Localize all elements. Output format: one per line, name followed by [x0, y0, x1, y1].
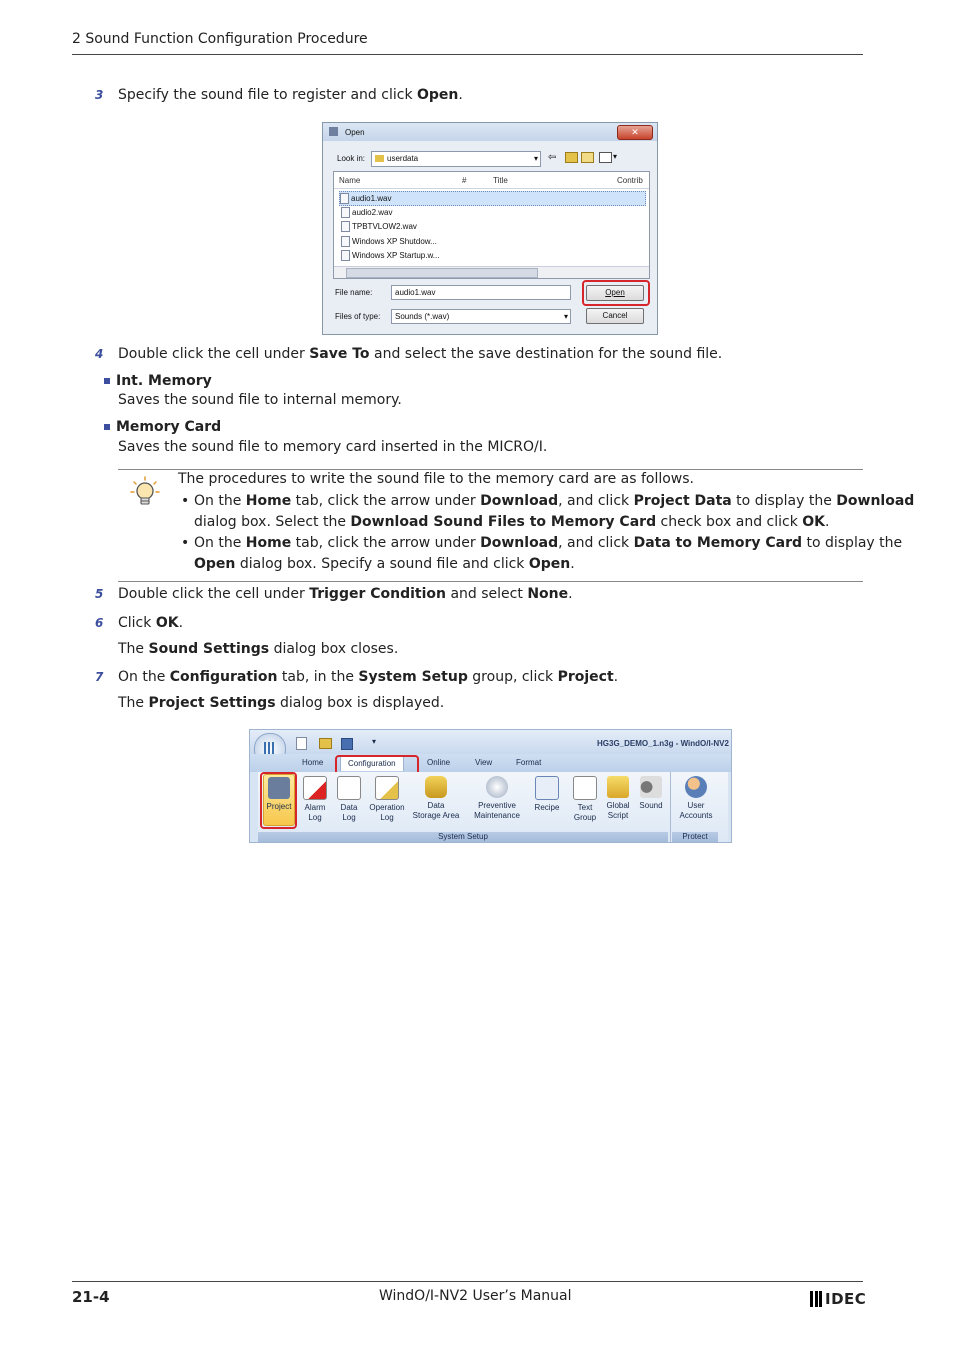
highlight-box: [582, 280, 650, 306]
sound-button[interactable]: [635, 776, 667, 811]
database-icon: [425, 776, 447, 798]
note-text: dialog box. Select the: [194, 514, 351, 530]
button-label: Data: [427, 801, 445, 810]
operation-log-button[interactable]: [364, 776, 410, 823]
look-in-label: Look in:: [337, 154, 366, 163]
step-text: .: [178, 615, 184, 631]
note-top-rule: [118, 469, 863, 470]
list-header: [334, 172, 649, 189]
note-text: to display the: [802, 535, 903, 551]
text-group-icon: [573, 776, 597, 800]
note-text: check box and click: [656, 514, 803, 530]
option-memory-card: [104, 419, 221, 435]
file-name-value: audio1.wav: [395, 288, 436, 297]
step-bold: Project: [557, 669, 614, 685]
button-label: Maintenance: [474, 811, 520, 820]
note-bold: Open: [528, 556, 571, 572]
note-bullet-1-line-2: [194, 514, 829, 530]
note-bold: Project Data: [633, 493, 732, 509]
header-rule: [72, 54, 863, 55]
step-text: Double click the cell under: [118, 586, 310, 602]
group-protect-label: Protect: [672, 832, 718, 842]
square-bullet-icon: [104, 424, 110, 430]
file-name: audio2.wav: [352, 208, 393, 217]
step-bold: System Setup: [358, 669, 468, 685]
note-text: On the: [194, 535, 246, 551]
chevron-down-icon: ▾: [613, 152, 618, 161]
step-text: .: [568, 586, 573, 602]
users-icon: [685, 776, 707, 798]
note-text: dialog box. Specify a sound file and click: [235, 556, 529, 572]
button-label: Storage Area: [412, 811, 460, 820]
list-item[interactable]: [341, 235, 437, 248]
note-bold: Home: [245, 535, 292, 551]
ribbon-titlebar: [250, 730, 731, 754]
button-label: Accounts: [679, 811, 713, 820]
footer-rule: [72, 1281, 863, 1282]
speaker-icon: [640, 776, 662, 798]
step-text: dialog box closes.: [269, 641, 399, 657]
alarm-log-icon: [303, 776, 327, 800]
tab-format[interactable]: Format: [516, 758, 542, 767]
maintenance-icon: [486, 776, 508, 798]
step-bold: Project Settings: [148, 695, 276, 711]
app-icon: [329, 127, 338, 136]
note-bullet-2-line-2: [194, 556, 575, 572]
open-button-label: Open: [605, 288, 625, 297]
column-contrib: Contrib: [617, 176, 643, 185]
ribbon-tabs: [250, 754, 731, 772]
bullet-dot-icon: •: [181, 535, 190, 551]
button-label: Group: [573, 813, 597, 822]
button-label: Text: [577, 803, 593, 812]
option-title: Int. Memory: [116, 373, 212, 389]
tab-view[interactable]: View: [475, 758, 493, 767]
step-bold: Sound Settings: [148, 641, 270, 657]
note-text: .: [570, 556, 575, 572]
button-label: Recipe: [534, 803, 560, 812]
idec-logo: [810, 1290, 866, 1308]
files-of-type-label: Files of type:: [335, 312, 381, 321]
user-accounts-button[interactable]: [676, 776, 716, 821]
option-title: Memory Card: [116, 419, 222, 435]
button-label: Alarm: [304, 803, 326, 812]
step-number: 3: [95, 88, 104, 102]
chevron-down-icon: ▾: [533, 154, 538, 163]
audio-file-icon: [341, 236, 350, 247]
step-text: The: [118, 641, 149, 657]
step-number: 4: [95, 347, 104, 361]
note-intro: The procedures to write the sound file to the memory card are as follows.: [178, 471, 695, 487]
step-number: 6: [95, 616, 104, 630]
note-bold: OK: [802, 514, 826, 530]
file-name: Windows XP Shutdow...: [352, 237, 437, 246]
note-text: , and click: [558, 493, 634, 509]
folder-icon: [375, 155, 384, 162]
running-header: 2 Sound Function Configuration Procedure: [72, 31, 368, 47]
list-item[interactable]: [339, 191, 646, 206]
column-number: #: [462, 176, 467, 185]
file-name: TPBTVLOW2.wav: [352, 222, 417, 231]
page-number: 21-4: [72, 1288, 110, 1306]
tab-home[interactable]: Home: [302, 758, 324, 767]
dialog-title: Open: [345, 128, 365, 137]
step-bold: OK: [155, 615, 179, 631]
new-folder-icon[interactable]: [581, 152, 594, 163]
list-item[interactable]: [341, 249, 439, 262]
alarm-log-button[interactable]: [300, 776, 330, 823]
scrollbar-thumb[interactable]: [346, 268, 538, 278]
step-3: [95, 87, 463, 103]
step-text: dialog box is displayed.: [275, 695, 445, 711]
button-label: Log: [380, 813, 394, 822]
recipe-button[interactable]: [530, 776, 564, 813]
file-name: Windows XP Startup.w...: [352, 251, 440, 260]
tab-online[interactable]: Online: [427, 758, 451, 767]
button-label: Sound: [639, 801, 663, 810]
step-text: Double click the cell under: [118, 346, 310, 362]
note-bold: Download: [480, 493, 559, 509]
list-item[interactable]: [341, 206, 392, 219]
global-script-button[interactable]: [602, 776, 634, 821]
step-6-result: [118, 641, 398, 657]
step-text: .: [613, 669, 619, 685]
new-file-icon[interactable]: [296, 737, 307, 750]
note-text: .: [825, 514, 830, 530]
horizontal-scrollbar[interactable]: [334, 266, 649, 278]
note-text: tab, click the arrow under: [291, 493, 481, 509]
save-icon[interactable]: [341, 738, 353, 750]
chevron-down-icon[interactable]: ▾: [372, 737, 377, 746]
up-folder-icon[interactable]: [565, 152, 578, 163]
tab-configuration[interactable]: Configuration: [340, 755, 404, 771]
close-icon: ✕: [631, 127, 639, 137]
step-4: [95, 346, 723, 362]
option-desc: Saves the sound file to internal memory.: [118, 392, 402, 408]
data-storage-area-button[interactable]: [410, 776, 462, 821]
note-bullet-2-line-1: [181, 535, 903, 551]
data-log-icon: [337, 776, 361, 800]
highlight-box: [260, 772, 297, 829]
note-bold: Download: [480, 535, 559, 551]
view-menu-icon[interactable]: [599, 152, 612, 163]
file-name: audio1.wav: [351, 194, 392, 203]
logo-mark-icon: [810, 1291, 822, 1307]
note-text: to display the: [731, 493, 837, 509]
group-system-setup-label: System Setup: [258, 832, 668, 842]
note-bold: Data to Memory Card: [633, 535, 803, 551]
note-text: , and click: [558, 535, 634, 551]
button-label: Global: [606, 801, 630, 810]
button-label: Data: [340, 803, 358, 812]
audio-file-icon: [341, 207, 350, 218]
button-label: Project: [266, 802, 292, 811]
step-text: On the: [118, 669, 170, 685]
step-5: [95, 586, 573, 602]
button-label: Preventive: [478, 801, 516, 810]
app-logo-icon: [264, 742, 276, 754]
list-item[interactable]: [341, 220, 417, 233]
ribbon-body: [258, 772, 728, 842]
manual-title: WindO/I-NV2 User’s Manual: [379, 1288, 572, 1304]
step-bold: Save To: [309, 346, 370, 362]
button-label: Operation: [369, 803, 405, 812]
cancel-button-label: Cancel: [602, 311, 628, 320]
note-text: tab, click the arrow under: [291, 535, 481, 551]
step-text: .: [458, 87, 463, 103]
operation-log-icon: [375, 776, 399, 800]
button-label: Script: [607, 811, 629, 820]
cancel-button[interactable]: [586, 308, 644, 324]
note-bold: Open: [194, 556, 236, 572]
chevron-down-icon: ▾: [563, 312, 568, 321]
logo-text: IDEC: [825, 1290, 867, 1308]
group-divider: [670, 772, 671, 842]
step-text: group, click: [467, 669, 558, 685]
files-of-type-select[interactable]: [391, 309, 571, 324]
file-name-input[interactable]: [391, 285, 571, 300]
audio-file-icon: [340, 193, 349, 204]
step-7-result: [118, 695, 444, 711]
step-number: 5: [95, 587, 104, 601]
column-name: Name: [339, 176, 361, 185]
bullet-dot-icon: •: [181, 493, 190, 509]
button-label: User: [687, 801, 705, 810]
close-button[interactable]: [617, 125, 653, 140]
look-in-select[interactable]: [371, 151, 541, 167]
open-dialog: [322, 122, 658, 335]
option-int-memory: [104, 373, 212, 389]
audio-file-icon: [341, 250, 350, 261]
lightbulb-icon: [128, 475, 162, 509]
note-bottom-rule: [118, 581, 863, 582]
step-text: Specify the sound file to register and click: [118, 87, 417, 103]
file-name-label: File name:: [335, 288, 373, 297]
button-label: Log: [308, 813, 322, 822]
files-of-type-value: Sounds (*.wav): [395, 312, 450, 321]
step-bold: Trigger Condition: [309, 586, 447, 602]
file-list: [333, 171, 650, 279]
step-text: The: [118, 695, 149, 711]
preventive-maintenance-button[interactable]: [470, 776, 524, 821]
note-bold: Home: [245, 493, 292, 509]
note-bullet-1-line-1: [181, 493, 915, 509]
step-text: tab, in the: [277, 669, 359, 685]
open-folder-icon[interactable]: [319, 738, 332, 749]
ribbon-screenshot: [249, 729, 732, 843]
option-desc: Saves the sound file to memory card inserted in the MICRO/I.: [118, 439, 548, 455]
look-in-value: userdata: [387, 154, 419, 163]
button-label: Log: [342, 813, 356, 822]
recipe-icon: [535, 776, 559, 800]
note-bold: Download: [836, 493, 915, 509]
window-title: HG3G_DEMO_1.n3g - WindO/I-NV2: [597, 739, 729, 748]
square-bullet-icon: [104, 378, 110, 384]
step-bold: None: [527, 586, 569, 602]
step-text: and select: [446, 586, 528, 602]
step-bold: Open: [417, 87, 459, 103]
step-text: Click: [118, 615, 156, 631]
step-6: [95, 615, 184, 631]
column-title: Title: [493, 176, 508, 185]
dialog-titlebar: [323, 123, 657, 141]
step-7: [95, 669, 619, 685]
note-text: On the: [194, 493, 246, 509]
note-bold: Download Sound Files to Memory Card: [350, 514, 657, 530]
audio-file-icon: [341, 221, 350, 232]
script-icon: [607, 776, 629, 798]
data-log-button[interactable]: [334, 776, 364, 823]
back-icon[interactable]: ⇦: [548, 152, 557, 163]
step-text: and select the save destination for the sound file.: [369, 346, 723, 362]
step-bold: Configuration: [169, 669, 278, 685]
step-number: 7: [95, 670, 104, 684]
text-group-button[interactable]: [570, 776, 600, 823]
